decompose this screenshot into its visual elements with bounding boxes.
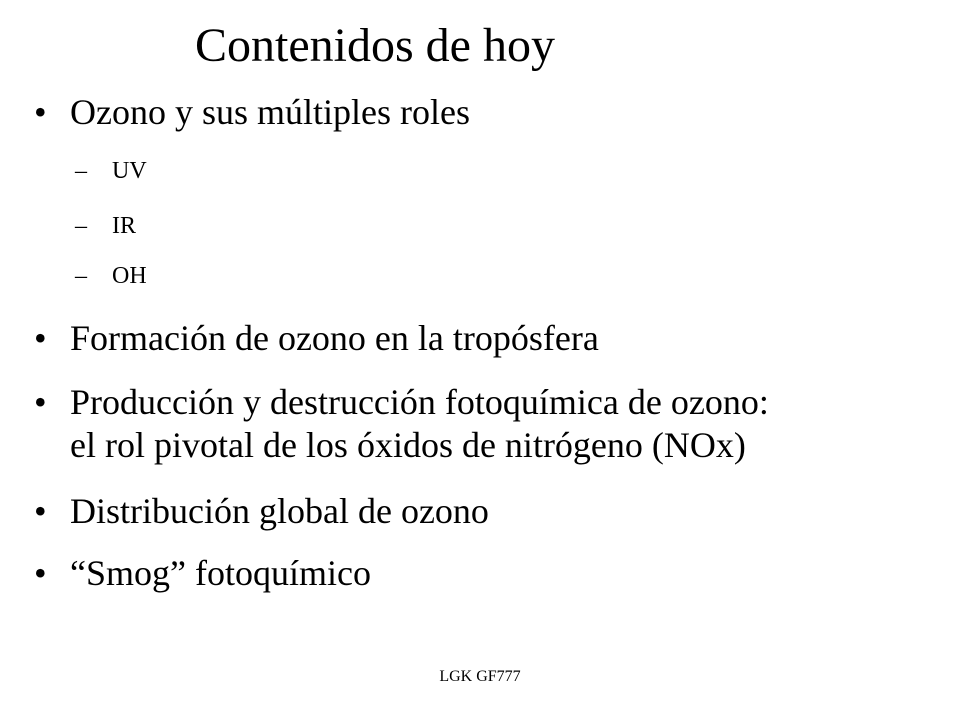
dash-marker: – bbox=[75, 158, 87, 184]
bullet-text: Ozono y sus múltiples roles bbox=[70, 92, 470, 132]
bullet-marker: • bbox=[34, 92, 47, 132]
bullet-text-line1: Producción y destrucción fotoquímica de ozono: bbox=[70, 382, 769, 422]
bullet-marker: • bbox=[34, 553, 47, 593]
sub-item-text: IR bbox=[112, 213, 136, 239]
bullet-marker: • bbox=[34, 491, 47, 531]
bullet-marker: • bbox=[34, 382, 47, 422]
dash-marker: – bbox=[75, 263, 87, 289]
bullet-text-line2: el rol pivotal de los óxidos de nitrógeno (NOx) bbox=[70, 425, 746, 465]
dash-marker: – bbox=[75, 213, 87, 239]
sub-item-text: OH bbox=[112, 263, 147, 289]
bullet-text: “Smog” fotoquímico bbox=[70, 553, 371, 593]
slide-title: Contenidos de hoy bbox=[195, 19, 555, 72]
bullet-marker: • bbox=[34, 318, 47, 358]
bullet-text: Distribución global de ozono bbox=[70, 491, 489, 531]
bullet-text: Formación de ozono en la tropósfera bbox=[70, 318, 599, 358]
sub-item-text: UV bbox=[112, 158, 147, 184]
slide-footer: LGK GF777 bbox=[439, 668, 521, 685]
